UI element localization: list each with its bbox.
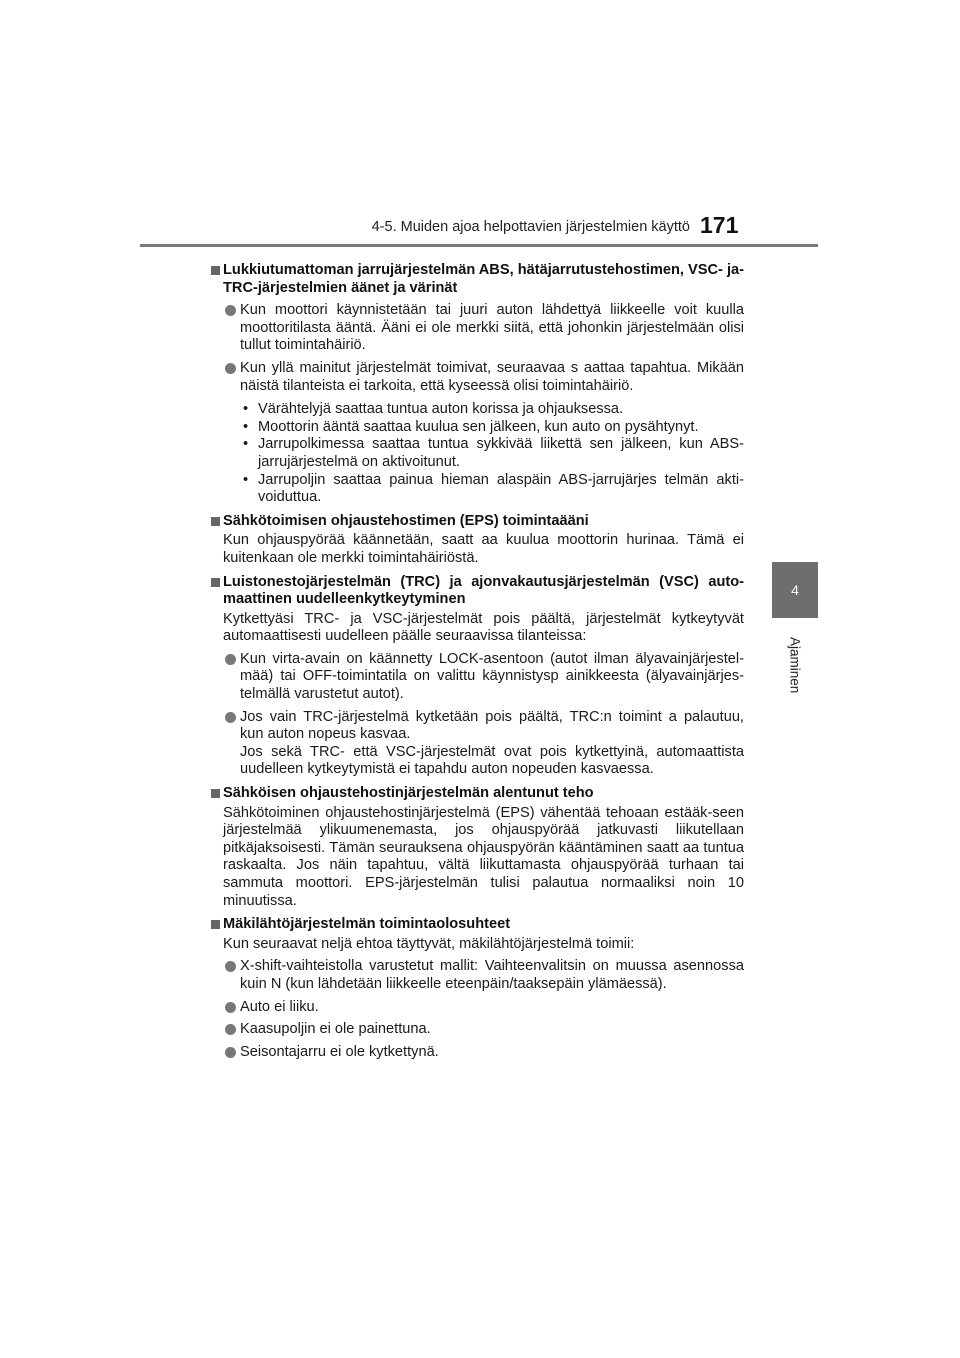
square-bullet-icon xyxy=(211,578,220,587)
section-trc-vsc-reactivation xyxy=(210,574,744,780)
section-text: Sähkötoiminen ohjaustehostinjärjestelmä (EPS) vähentää tehoaan estääk-seen järjestelmää ylikuumenemasta, jos ohjauspyörää jatkuvasti liikutellaan pitkäjaksoisesti. Tämän seurauksena ohjauspyörän kääntäminen saatt aa tuntua raskaalta. Jos näin tapahtuu, vältä liikuttamasta ohjauspyörää turhaan tai sammuta moottori. EPS-järjestelmän tulisi palautua normaaliksi noin 10 minuutissa. xyxy=(223,804,744,909)
round-bullet-icon xyxy=(225,363,236,374)
list-item: Kun virta-avain on käännetty LOCK-asentoon (autot ilman älyavainjärjestel-mää) tai OFF-toimintatila on valittu käynnistysp ainikkeesta (älyavainjärjes-telmällä varustetut autot). xyxy=(210,651,744,704)
list-item: Jos vain TRC-järjestelmä kytketään pois päältä, TRC:n toimint a palautuu, kun auton nopeus kasvaa. Jos sekä TRC- että VSC-järjestelmät ovat pois kytkettyinä, automaattista uudelleen kytkeytymistä ei tapahdu auton nopeuden kasvaessa. xyxy=(210,709,744,779)
list-item: Auto ei liiku. xyxy=(210,999,744,1017)
list-item: Kun moottori käynnistetään tai juuri auton lähdettyä liikkeelle voit kuulla moottoritilasta ääntä. Ääni ei ole merkki siitä, että johonkin järjestelmään olisi tullut toimintahäiriö. xyxy=(210,302,744,355)
section-text: Kytkettyäsi TRC- ja VSC-järjestelmät pois päältä, järjestelmät kytkeytyvät automaattisesti uudelleen päälle seuraavissa tilanteissa: xyxy=(223,610,744,645)
round-bullet-icon xyxy=(225,654,236,665)
section-eps-reduced-power xyxy=(210,785,744,910)
section-hill-start-conditions xyxy=(210,916,744,1061)
sub-list-item: • Jarrupolkimessa saattaa tuntua sykkivää liikettä sen jälkeen, kun ABS-jarrujärjestelmä on aktivoitunut. xyxy=(243,436,744,470)
round-bullet-icon xyxy=(225,1047,236,1058)
running-header: 4-5. Muiden ajoa helpottavien järjestelmien käyttö xyxy=(371,219,690,235)
section-text: Kun ohjauspyörää käännetään, saatt aa kuulua moottorin hurinaa. Tämä ei kuitenkaan ole merkki toimintahäiriöstä. xyxy=(223,532,744,566)
section-title: Mäkilähtöjärjestelmän toimintaolosuhteet xyxy=(210,916,744,934)
page-number: 171 xyxy=(700,212,739,238)
section-text: Kun seuraavat neljä ehtoa täyttyvät, mäkilähtöjärjestelmä toimii: xyxy=(223,935,635,952)
chapter-tab-number: 4 xyxy=(772,562,818,618)
round-bullet-icon xyxy=(225,1024,236,1035)
section-title: Sähköisen ohjaustehostinjärjestelmän alentunut teho xyxy=(210,785,744,803)
section-title: Lukkiutumattoman jarrujärjestelmän ABS, hätäjarrutustehostimen, VSC- ja- TRC-järjestelmien äänet ja värinät xyxy=(210,262,744,297)
section-title: Luistonestojärjestelmän (TRC) ja ajonvakautusjärjestelmän (VSC) auto-maattinen uudelleenkytkeytyminen xyxy=(210,574,744,609)
list-item: Kaasupoljin ei ole painettuna. xyxy=(210,1021,744,1039)
list-item: Kun yllä mainitut järjestelmät toimivat, seuraavaa s aattaa tapahtua. Mikään näistä tilanteista ei tarkoita, että kyseessä olisi toimintahäiriö. xyxy=(210,360,744,395)
list-item-continuation: Jos sekä TRC- että VSC-järjestelmät ovat pois kytkettyinä, automaattista uudelleen kytkeytymistä ei tapahdu auton nopeuden kasvaessa. xyxy=(240,743,744,778)
header-divider xyxy=(140,244,818,247)
square-bullet-icon xyxy=(211,920,220,929)
sub-list xyxy=(210,401,744,507)
sub-list-item: • Värähtelyjä saattaa tuntua auton korissa ja ohjauksessa. xyxy=(243,401,624,418)
section-title: Sähkötoimisen ohjaustehostimen (EPS) toimintaääni xyxy=(210,513,744,531)
round-bullet-icon xyxy=(225,1002,236,1013)
round-bullet-icon xyxy=(225,712,236,723)
list-item: Seisontajarru ei ole kytkettynä. xyxy=(210,1044,744,1062)
sub-list-item: • Jarrupoljin saattaa painua hieman alaspäin ABS-jarrujärjes telmän akti-voiduttua. xyxy=(243,471,744,506)
square-bullet-icon xyxy=(211,789,220,798)
sub-list-item: • Moottorin ääntä saattaa kuulua sen jälkeen, kun auto on pysähtynyt. xyxy=(243,418,699,435)
section-eps-sound xyxy=(210,513,744,568)
page-body xyxy=(210,262,744,1061)
list-item: X-shift-vaihteistolla varustetut mallit: Vaihteenvalitsin on muussa asennossa kuin N (kun lähdetään liikkeelle eteenpäin/taaksepäin ylämäessä). xyxy=(210,958,744,993)
section-abs-sounds xyxy=(210,262,744,507)
square-bullet-icon xyxy=(211,266,220,275)
round-bullet-icon xyxy=(225,305,236,316)
round-bullet-icon xyxy=(225,961,236,972)
chapter-tab-label: Ajaminen xyxy=(787,636,803,694)
square-bullet-icon xyxy=(211,517,220,526)
